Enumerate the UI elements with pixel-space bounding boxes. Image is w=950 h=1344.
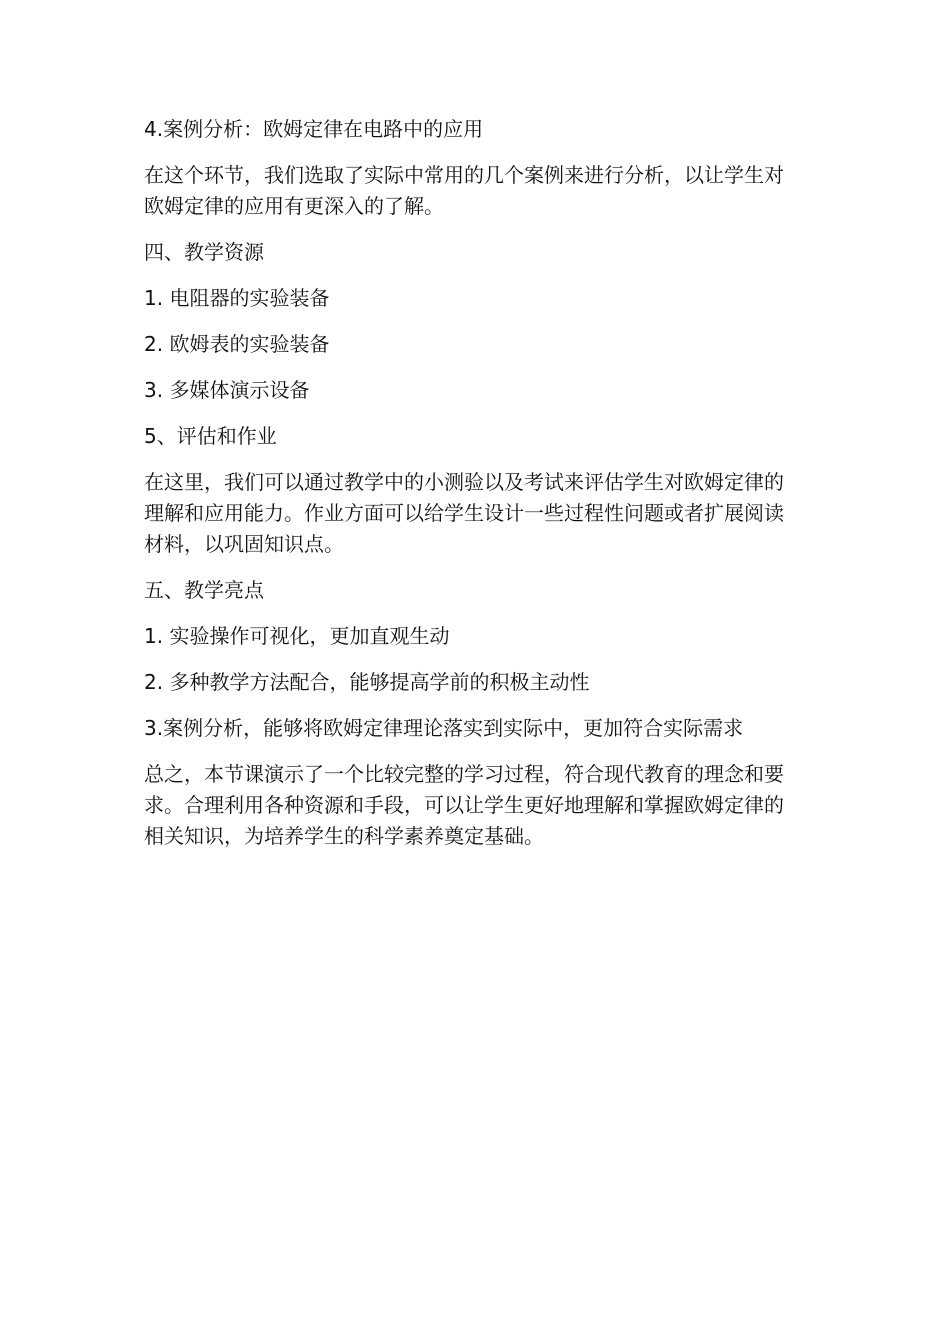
highlight-item-2: 2. 多种教学方法配合，能够提高学前的积极主动性 — [144, 670, 590, 694]
summary-body: 总之，本节课演示了一个比较完整的学习过程，符合现代教育的理念和要求。合理利用各种资源和手段，可以让学生更好地理解和掌握欧姆定律的相关知识，为培养学生的科学素养奠定基础。 — [144, 762, 784, 848]
evaluation-body: 在这里，我们可以通过教学中的小测验以及考试来评估学生对欧姆定律的理解和应用能力。作业方面可以给学生设计一些过程性问题或者扩展阅读材料，以巩固知识点。 — [144, 470, 784, 556]
resource-item-1: 1. 电阻器的实验装备 — [144, 286, 330, 310]
section-heading-case-analysis: 4.案例分析：欧姆定律在电路中的应用 — [144, 117, 484, 141]
document-page — [144, 114, 796, 867]
section-heading-evaluation: 5、评估和作业 — [144, 424, 277, 448]
resource-item-2: 2. 欧姆表的实验装备 — [144, 332, 330, 356]
section-heading-teaching-resources: 四、教学资源 — [144, 240, 264, 264]
section-heading-highlights: 五、教学亮点 — [144, 578, 264, 602]
resource-item-3: 3. 多媒体演示设备 — [144, 378, 310, 402]
highlight-item-3: 3.案例分析，能够将欧姆定律理论落实到实际中，更加符合实际需求 — [144, 716, 744, 740]
highlight-item-1: 1. 实验操作可视化，更加直观生动 — [144, 624, 450, 648]
case-analysis-body: 在这个环节，我们选取了实际中常用的几个案例来进行分析，以让学生对欧姆定律的应用有更深入的了解。 — [144, 163, 784, 218]
